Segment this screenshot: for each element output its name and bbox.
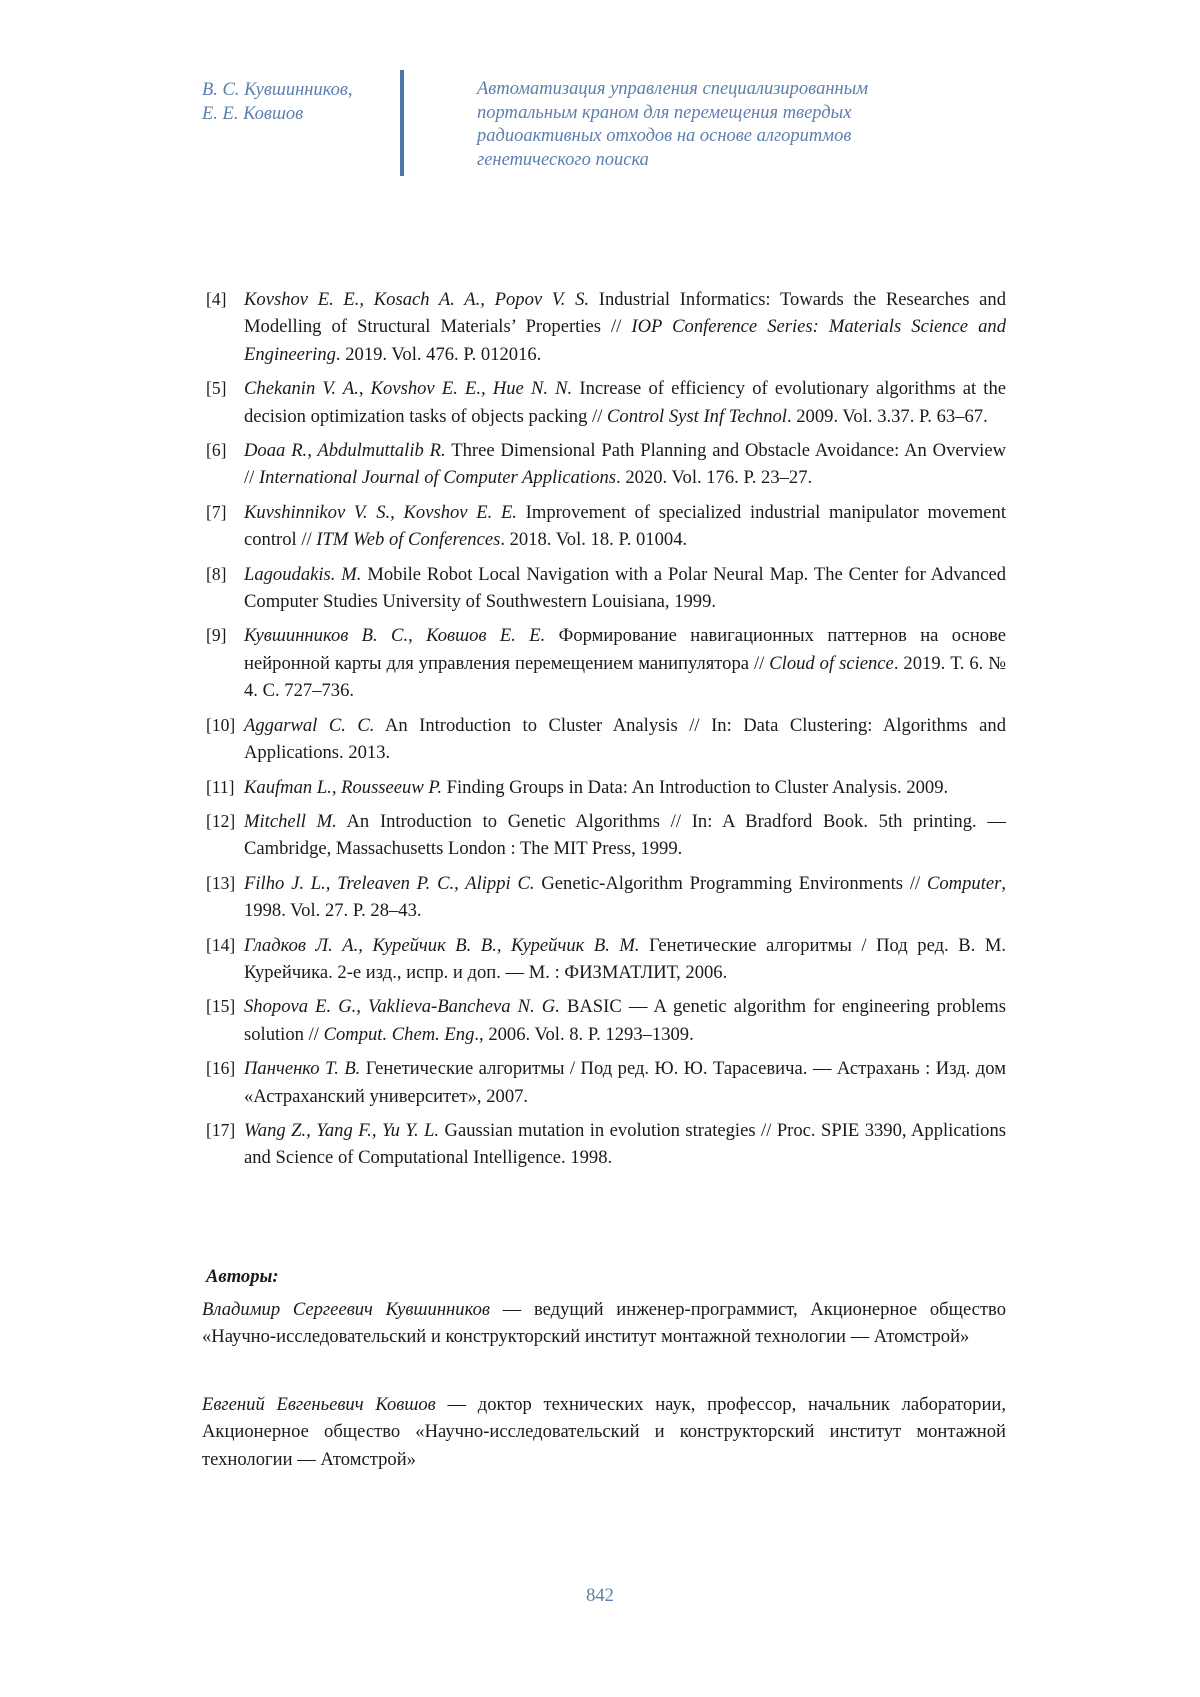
reference-title: Mobile Robot Local Navigation with a Polar Neural Map. The Center for Advanced Computer Studies University of Southwestern Louisiana, 1999. <box>244 563 1006 613</box>
running-head-title-line: радиоактивных отходов на основе алгоритмов <box>477 126 852 146</box>
reference-number: [7] <box>206 501 227 522</box>
running-head-author-1: В. С. Кувшинников, <box>202 80 353 100</box>
reference-item <box>206 622 1006 704</box>
reference-item <box>206 437 1006 492</box>
reference-text <box>244 1117 1006 1172</box>
reference-source: International Journal of Computer Applications <box>258 467 617 489</box>
reference-item <box>206 870 1006 925</box>
reference-authors: Kuvshinnikov V. S., Kovshov E. E. <box>244 501 517 523</box>
reference-number: [4] <box>206 289 227 309</box>
header-divider <box>400 70 404 176</box>
reference-text <box>244 561 1006 616</box>
reference-source: ITM Web of Conferences <box>316 529 501 551</box>
reference-item <box>206 774 1006 801</box>
reference-item <box>206 932 1006 987</box>
reference-item <box>206 499 1006 554</box>
reference-text <box>244 375 1006 430</box>
reference-title: Genetic-Algorithm Programming Environments // <box>534 872 927 894</box>
reference-source: Comput. Chem. Eng <box>323 1023 475 1045</box>
reference-authors: Гладков Л. А., Курейчик В. В., Курейчик В. М. <box>244 934 640 956</box>
reference-details: . 2019. Vol. 476. P. 012016. <box>335 343 542 365</box>
reference-number: [13] <box>206 872 236 893</box>
reference-number: [12] <box>206 810 236 831</box>
reference-number: [9] <box>206 625 227 646</box>
reference-authors: Chekanin V. A., Kovshov E. E., Hue N. N. <box>244 378 573 400</box>
reference-number: [10] <box>206 714 236 735</box>
reference-authors: Wang Z., Yang F., Yu Y. L. <box>244 1119 440 1141</box>
reference-text <box>244 499 1006 554</box>
reference-title: Three Dimensional Path Planning and Obstacle Avoidance: An Overview // <box>244 440 1006 489</box>
reference-title: Gaussian mutation in evolution strategies // Proc. SPIE 3390, Applications and Science of Computational Intelligence. 1998. <box>244 1119 1007 1169</box>
author-description: — ведущий инженер-программист, Акционерное общество «Научно-исследовательский и конструкторский институт монтажной технологии — Атомстрой» <box>202 1299 1006 1348</box>
reference-title: Генетические алгоритмы / Под ред. Ю. Ю. Тарасевича. — Астрахань : Изд. дом «Астраханский университет», 2007. <box>244 1058 1006 1107</box>
reference-text <box>244 437 1006 492</box>
reference-authors: Aggarwal C. C. <box>244 714 375 736</box>
running-head-authors <box>202 78 353 126</box>
reference-source: Computer <box>926 872 1002 894</box>
author-bio-1 <box>202 1296 1006 1351</box>
reference-authors: Lagoudakis. M. <box>244 563 362 585</box>
running-head-author-2: Е. Е. Ковшов <box>202 104 304 124</box>
reference-authors: Кувшинников В. С., Ковшов Е. Е. <box>244 625 546 647</box>
reference-text <box>244 1055 1006 1110</box>
reference-title: An Introduction to Genetic Algorithms // In: A Bradford Book. 5th printing. — Cambridge, Massachusetts London : The MIT Press, 1999. <box>244 810 1006 860</box>
reference-authors: Mitchell M. <box>244 810 337 832</box>
reference-title: An Introduction to Cluster Analysis // In: Data Clustering: Algorithms and Applications. 2013. <box>244 714 1006 764</box>
authors-heading: Авторы: <box>206 1266 279 1287</box>
reference-number: [5] <box>206 378 227 399</box>
reference-title: BASIC — A genetic algorithm for engineering problems solution // <box>244 996 1006 1045</box>
running-head-title-line: портальным краном для перемещения твердых <box>477 102 852 123</box>
author-name: Владимир Сергеевич Кувшинников <box>202 1299 490 1320</box>
reference-number: [15] <box>206 996 236 1017</box>
reference-title: Improvement of specialized industrial manipulator movement control // <box>244 501 1006 551</box>
page-number: 842 <box>586 1586 614 1606</box>
reference-text <box>244 712 1006 767</box>
author-name: Евгений Евгеньевич Ковшов <box>202 1394 436 1415</box>
reference-item <box>206 1055 1006 1110</box>
reference-item <box>206 286 1006 368</box>
reference-number: [17] <box>206 1119 236 1140</box>
reference-title: Finding Groups in Data: An Introduction to Cluster Analysis. 2009. <box>442 776 949 798</box>
reference-number: [6] <box>206 440 227 461</box>
reference-title: Industrial Informatics: Towards the Researches and Modelling of Structural Materials’ Properties // <box>244 289 1006 338</box>
reference-text <box>244 870 1006 925</box>
reference-text <box>244 286 1006 368</box>
reference-number: [8] <box>206 563 227 584</box>
reference-item <box>206 993 1006 1048</box>
reference-item <box>206 1117 1006 1172</box>
reference-item <box>206 561 1006 616</box>
reference-authors: Doaa R., Abdulmuttalib R. <box>244 440 446 462</box>
reference-item <box>206 808 1006 863</box>
reference-source: Control Syst Inf Technol <box>607 405 787 427</box>
reference-number: [11] <box>206 776 235 797</box>
reference-text <box>244 774 1006 801</box>
reference-list <box>206 286 1006 1179</box>
reference-text <box>244 993 1006 1048</box>
reference-authors: Kaufman L., Rousseeuw P. <box>244 776 443 798</box>
reference-item <box>206 712 1006 767</box>
reference-text <box>244 622 1006 704</box>
reference-title: Increase of efficiency of evolutionary algorithms at the decision optimization tasks of objects packing // <box>244 378 1006 427</box>
reference-text <box>244 932 1006 987</box>
reference-source: IOP Conference Series: Materials Science and Engineering <box>244 316 1006 365</box>
running-head-title-line: генетического поиска <box>477 149 649 170</box>
reference-details: . 2018. Vol. 18. P. 01004. <box>500 529 688 551</box>
reference-details: , 1998. Vol. 27. P. 28–43. <box>244 872 1006 922</box>
reference-details: . 2020. Vol. 176. P. 23–27. <box>616 467 813 489</box>
running-head-title-line: Автоматизация управления специализированным <box>477 79 869 99</box>
reference-item <box>206 375 1006 430</box>
reference-authors: Панченко Т. В. <box>244 1058 361 1080</box>
author-bio-2 <box>202 1391 1006 1473</box>
reference-authors: Shopova E. G., Vaklieva-Bancheva N. G. <box>244 996 560 1018</box>
reference-source: Cloud of science <box>769 652 894 674</box>
reference-details: . 2009. Vol. 3.37. P. 63–67. <box>786 405 988 427</box>
reference-title: Генетические алгоритмы / Под ред. В. М. Курейчика. 2-е изд., испр. и доп. — М. : ФИЗМАТЛИТ, 2006. <box>244 934 1006 983</box>
reference-title: Формирование навигационных паттернов на основе нейронной карты для управления перемещением манипулятора // <box>244 625 1006 674</box>
reference-authors: Filho J. L., Treleaven P. C., Alippi C. <box>244 872 535 894</box>
reference-text <box>244 808 1006 863</box>
reference-number: [14] <box>206 934 236 955</box>
reference-number: [16] <box>206 1058 236 1079</box>
reference-details: . 2019. Т. 6. № 4. С. 727–736. <box>244 652 1006 702</box>
author-description: — доктор технических наук, профессор, начальник лаборатории, Акционерное общество «Научно-исследовательский и конструкторский институт монтажной технологии — Атомстрой» <box>202 1394 1006 1470</box>
reference-authors: Kovshov E. E., Kosach A. A., Popov V. S. <box>244 289 590 310</box>
reference-details: ., 2006. Vol. 8. P. 1293–1309. <box>474 1023 694 1045</box>
running-head-title <box>477 78 1037 172</box>
